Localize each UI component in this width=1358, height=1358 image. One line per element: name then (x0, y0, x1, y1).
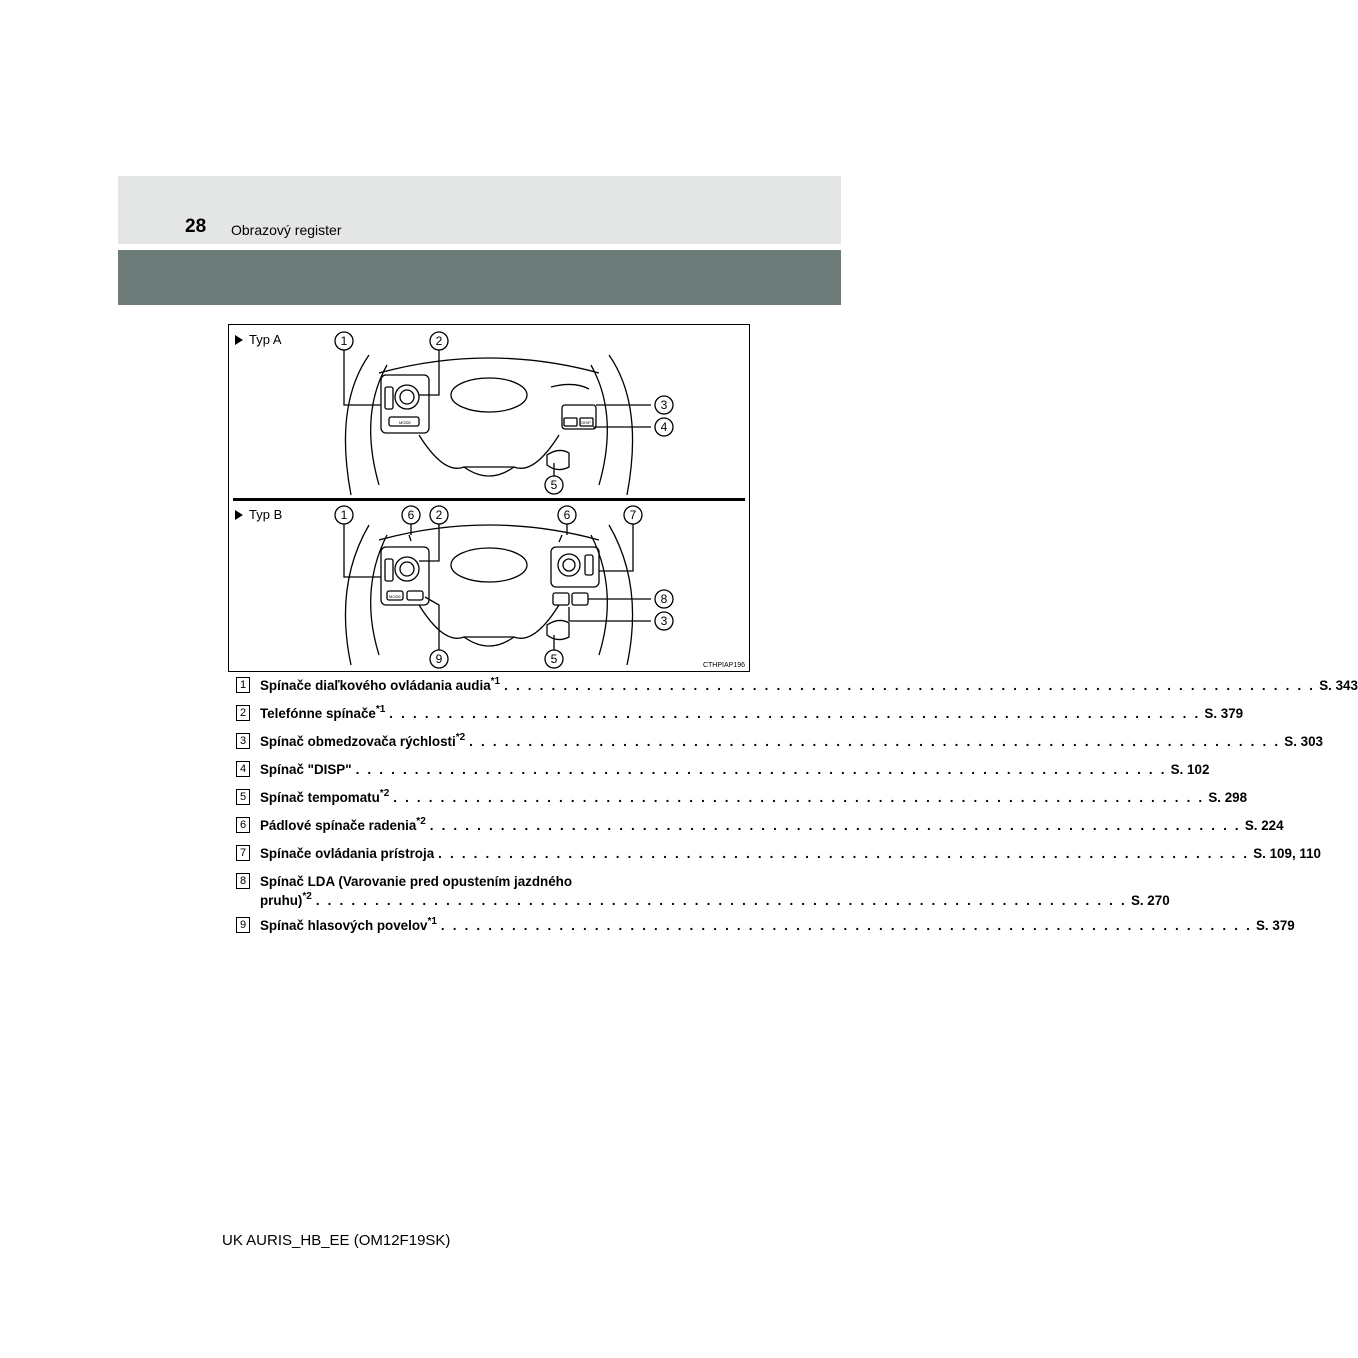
footnote-mark: *2 (379, 788, 390, 799)
legend-label: Spínač tempomatu (260, 790, 380, 805)
footnote-mark: *2 (302, 891, 312, 902)
type-a-label: Typ A (249, 332, 282, 347)
figure-code: CTHPIAP196 (702, 662, 745, 669)
dot-leader (356, 760, 1167, 779)
callout-b-6-right: 6 (563, 508, 571, 522)
callout-a-1: 1 (340, 334, 348, 348)
legend-label: Spínač "DISP" (260, 762, 352, 777)
mode-label-b: MODE (389, 594, 401, 599)
page-reference: S. 102 (1170, 762, 1210, 777)
legend-label: Spínač hlasových povelov (260, 918, 428, 933)
type-b-label: Typ B (249, 507, 283, 522)
legend-number: 9 (236, 917, 250, 933)
legend-number: 7 (236, 845, 250, 861)
footer-model-code: UK AURIS_HB_EE (OM12F19SK) (222, 1232, 451, 1249)
steering-wheel-illustration (229, 325, 749, 671)
legend-label: Pádlové spínače radenia (260, 818, 417, 833)
legend-label: Telefónne spínače (260, 706, 376, 721)
page-reference: S. 343 (1319, 678, 1358, 693)
dot-leader (441, 916, 1252, 935)
page-reference: S. 303 (1284, 734, 1323, 749)
header-bar (118, 250, 841, 305)
dot-leader (393, 788, 1204, 807)
header-band (118, 176, 841, 244)
callout-a-5: 5 (550, 478, 558, 492)
callout-a-2: 2 (435, 334, 443, 348)
legend-item (236, 788, 1248, 807)
callout-b-2: 2 (435, 508, 443, 522)
page-reference: S. 224 (1244, 818, 1284, 833)
legend-number: 1 (236, 677, 250, 693)
legend-label: Spínače diaľkového ovládania audia (260, 678, 491, 693)
footnote-mark: *2 (416, 816, 426, 827)
dot-leader (430, 816, 1241, 835)
steering-wheel-figure (228, 324, 750, 672)
page-number: 28 (185, 216, 207, 237)
page-reference: S. 109, 110 (1253, 846, 1321, 861)
dot-leader (316, 891, 1127, 910)
legend-number: 6 (236, 817, 250, 833)
callout-b-3: 3 (660, 614, 668, 628)
callout-b-8: 8 (660, 592, 668, 606)
legend-item (236, 916, 1295, 935)
footnote-mark: *2 (455, 732, 466, 743)
page-reference: S. 379 (1204, 706, 1244, 721)
mode-label-a: MODE (399, 420, 411, 425)
legend-item (236, 704, 1244, 723)
legend-label: Spínač obmedzovača rýchlosti (260, 734, 456, 749)
callout-a-4: 4 (660, 420, 668, 434)
dot-leader (469, 732, 1280, 751)
page-reference: S. 298 (1208, 790, 1248, 805)
legend-item (236, 816, 1284, 835)
footnote-mark: *1 (427, 916, 437, 927)
legend-number: 8 (236, 873, 250, 889)
dot-leader (438, 844, 1249, 863)
callout-b-9: 9 (435, 652, 443, 666)
legend-label: pruhu) (260, 893, 303, 908)
dot-leader (389, 704, 1200, 723)
dot-leader (504, 676, 1315, 695)
legend-label: Spínače ovládania prístroja (260, 846, 435, 861)
legend-list (236, 676, 1358, 944)
page-reference: S. 270 (1130, 893, 1170, 908)
callout-b-1: 1 (340, 508, 348, 522)
page-reference: S. 379 (1256, 918, 1295, 933)
section-title: Obrazový register (231, 222, 342, 238)
callout-a-3: 3 (660, 398, 668, 412)
legend-number: 3 (236, 733, 250, 749)
legend-label-line1: Spínač LDA (Varovanie pred opustením jazdného (260, 874, 573, 889)
footnote-mark: *1 (490, 676, 501, 687)
legend-item (236, 872, 1170, 910)
disp-label: DISP (581, 420, 591, 425)
callout-b-5: 5 (550, 652, 558, 666)
callout-b-6-left: 6 (407, 508, 415, 522)
callout-b-7: 7 (629, 508, 637, 522)
legend-item (236, 760, 1210, 779)
legend-number: 4 (236, 761, 250, 777)
footnote-mark: *1 (375, 704, 386, 715)
legend-item (236, 844, 1321, 863)
legend-number: 2 (236, 705, 250, 721)
legend-item (236, 732, 1323, 751)
legend-item (236, 676, 1358, 695)
legend-number: 5 (236, 789, 250, 805)
